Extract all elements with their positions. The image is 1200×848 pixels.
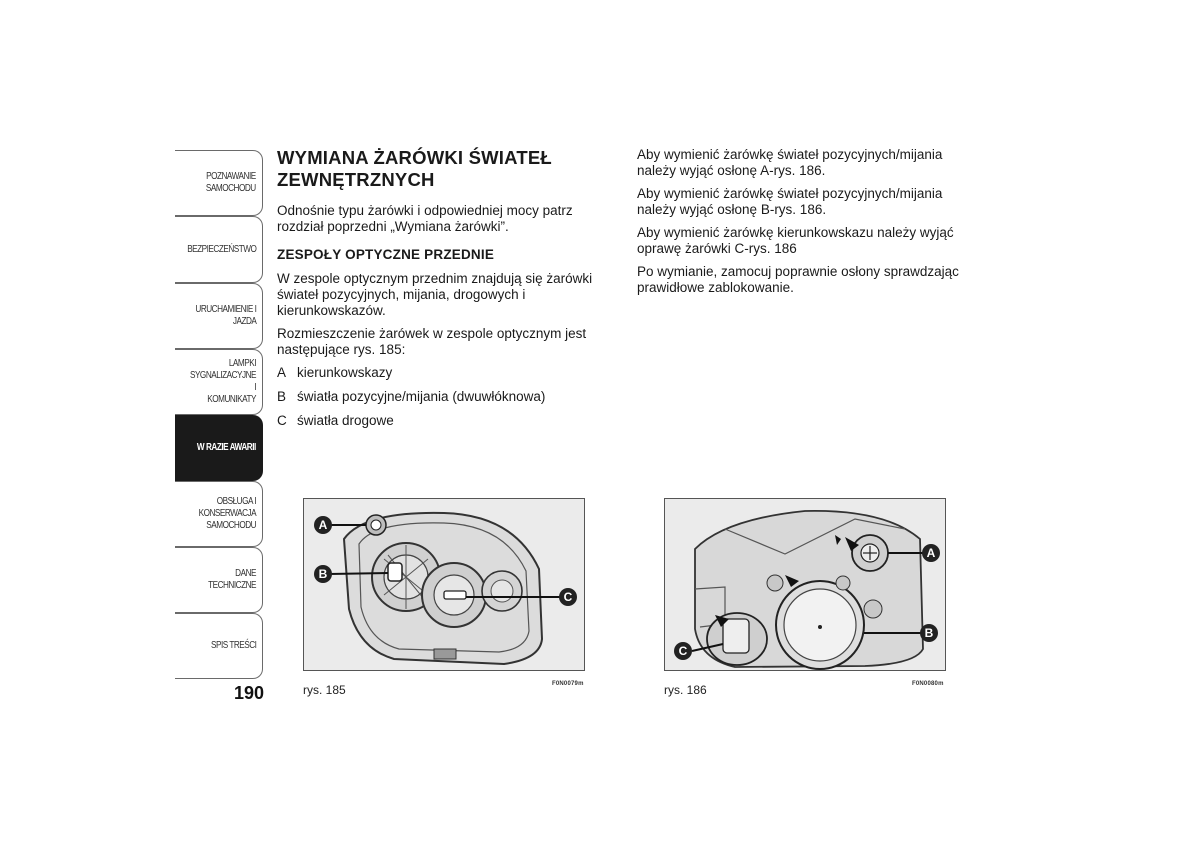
paragraph: Rozmieszczenie żarówek w zespole optycznym jest następujące rys. 185: [277, 326, 587, 357]
callout-b: B [318, 567, 328, 581]
tab-label: SPIS TREŚCI [210, 640, 256, 651]
list-letter: C [277, 413, 287, 428]
page-number: 190 [233, 683, 264, 703]
tab-w-razie-awarii[interactable] [175, 415, 263, 481]
callout-a: A [318, 518, 328, 532]
tab-bezpieczenstwo[interactable] [175, 216, 263, 283]
paragraph: Aby wymienić żarówkę świateł pozycyjnych/mijania należy wyjąć osłonę A-rys. 186. [637, 147, 943, 178]
figure-185 [303, 498, 585, 671]
paragraph: Aby wymienić żarówkę kierunkowskazu należy wyjąć oprawę żarówki C-rys. 186 [637, 225, 954, 256]
list-letter: B [277, 389, 287, 404]
tab-label: POZNAWANIE SAMOCHODU [206, 171, 256, 194]
tab-label: BEZPIECZEŃSTWO [186, 243, 256, 255]
section-title: WYMIANA ŻARÓWKI ŚWIATEŁ ZEWNĘTRZNYCH [277, 147, 552, 190]
intro-paragraph: Odnośnie typu żarówki i odpowiedniej mocy patrz rozdział poprzedni „Wymiana żarówki”. [277, 203, 573, 234]
paragraph: Po wymianie, zamocuj poprawnie osłony sprawdzając prawidłowe zablokowanie. [637, 264, 959, 295]
tab-label: LAMPKI SYGNALIZACYJNE I KOMUNIKATY [189, 358, 256, 405]
paragraph: W zespole optycznym przednim znajdują się żarówki świateł pozycyjnych, mijania, drogowych i kierunkowskazów. [277, 271, 593, 318]
list-letter: A [277, 365, 287, 380]
figure-code: F0N0079m [552, 681, 584, 687]
tab-poznawanie-samochodu[interactable] [175, 150, 263, 216]
headlamp-rear-illustration [665, 499, 946, 671]
headlamp-front-illustration [304, 499, 585, 671]
callout-c: C [678, 644, 688, 658]
list-item [277, 389, 602, 405]
list-item [277, 413, 602, 429]
right-column [637, 147, 967, 303]
figure-caption: rys. 186 [664, 683, 707, 697]
callout-b: B [924, 626, 934, 640]
figure-186 [664, 498, 946, 671]
figure-caption: rys. 185 [303, 683, 346, 697]
subsection-title: ZESPOŁY OPTYCZNE PRZEDNIE [277, 247, 495, 262]
tab-label: OBSŁUGA I KONSERWACJA SAMOCHODU [198, 496, 256, 531]
list-item [277, 365, 602, 381]
callout-a: A [926, 546, 936, 560]
figure-code: F0N0080m [912, 681, 944, 687]
paragraph: Aby wymienić żarówkę świateł pozycyjnych/mijania należy wyjąć osłonę B-rys. 186. [637, 186, 943, 217]
callout-c: C [563, 590, 573, 604]
tab-obsluga-i-konserwacja[interactable] [175, 481, 263, 547]
tab-label: W RAZIE AWARII [197, 442, 256, 453]
tab-lampki-sygnalizacyjne[interactable] [175, 349, 263, 415]
tab-uruchamienie-i-jazda[interactable] [175, 283, 263, 349]
list-text: światła pozycyjne/mijania (dwuwłóknowa) [297, 389, 546, 404]
left-column [277, 147, 602, 437]
list-text: kierunkowskazy [297, 365, 393, 380]
tab-label: DANE TECHNICZNE [208, 568, 256, 591]
list-text: światła drogowe [297, 413, 394, 428]
tab-label: URUCHAMIENIE I JAZDA [194, 304, 256, 327]
tab-spis-tresci[interactable] [175, 613, 263, 679]
tab-dane-techniczne[interactable] [175, 547, 263, 613]
